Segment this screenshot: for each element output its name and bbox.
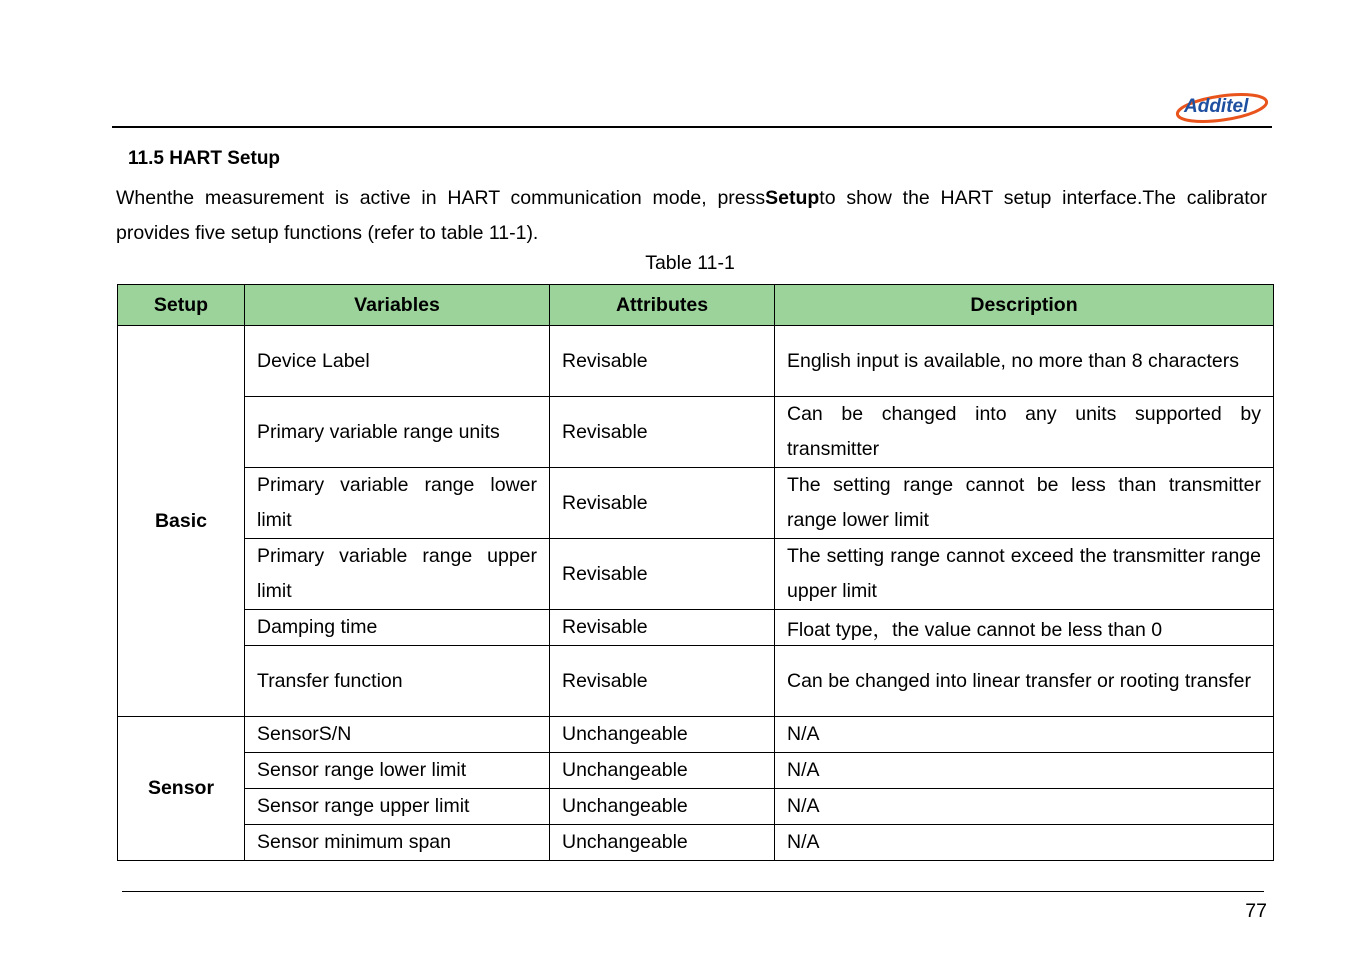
variable-cell: Sensor range lower limit	[245, 753, 550, 789]
description-cell: Can be changed into linear transfer or rooting transfer	[775, 646, 1274, 717]
header-description: Description	[775, 285, 1274, 326]
table-row	[118, 468, 1274, 539]
description-cell: The setting range cannot be less than transmitter range lower limit	[775, 468, 1274, 539]
attribute-cell: Revisable	[550, 646, 775, 717]
header-attributes: Attributes	[550, 285, 775, 326]
attribute-cell: Unchangeable	[550, 753, 775, 789]
description-cell: Can be changed into any units supported by transmitter	[775, 397, 1274, 468]
svg-text:Additel: Additel	[1184, 96, 1249, 117]
table-row	[118, 717, 1274, 753]
header-setup: Setup	[118, 285, 245, 326]
variable-cell: Device Label	[245, 326, 550, 397]
variable-cell: Sensor range upper limit	[245, 789, 550, 825]
description-cell: English input is available, no more than 8 characters	[775, 326, 1274, 397]
attribute-cell: Revisable	[550, 397, 775, 468]
header-rule	[112, 126, 1272, 128]
para-text-1: Whenthe measurement is active in HART communication mode, press	[116, 187, 766, 209]
section-title: 11.5 HART Setup	[128, 148, 281, 169]
variable-cell: Primary variable range upper limit	[245, 539, 550, 610]
description-cell: The setting range cannot exceed the transmitter range upper limit	[775, 539, 1274, 610]
description-cell: N/A	[775, 753, 1274, 789]
variable-cell: Primary variable range units	[245, 397, 550, 468]
table-row	[118, 539, 1274, 610]
table-row	[118, 825, 1274, 861]
table-row	[118, 646, 1274, 717]
table-row	[118, 789, 1274, 825]
intro-paragraph	[116, 181, 1267, 251]
hart-setup-table	[117, 284, 1274, 861]
variable-cell: Damping time	[245, 610, 550, 646]
footer-rule	[122, 891, 1264, 892]
table-row	[118, 610, 1274, 646]
para-text-2: to show the HART setup interface.The calibrator provides five setup functions (refer to table 11-1).	[116, 187, 1267, 244]
variable-cell: Sensor minimum span	[245, 825, 550, 861]
description-cell: N/A	[775, 789, 1274, 825]
setup-sensor: Sensor	[118, 717, 245, 861]
header-variables: Variables	[245, 285, 550, 326]
attribute-cell: Unchangeable	[550, 717, 775, 753]
table-caption: Table 11-1	[645, 252, 735, 274]
table-row	[118, 397, 1274, 468]
description-cell: Float type，the value cannot be less than 0	[775, 610, 1274, 646]
table-header-row	[118, 285, 1274, 326]
attribute-cell: Revisable	[550, 468, 775, 539]
additel-logo	[1172, 88, 1270, 126]
table-row	[118, 753, 1274, 789]
attribute-cell: Revisable	[550, 539, 775, 610]
description-cell: N/A	[775, 825, 1274, 861]
table-row	[118, 326, 1274, 397]
attribute-cell: Unchangeable	[550, 825, 775, 861]
attribute-cell: Revisable	[550, 610, 775, 646]
attribute-cell: Unchangeable	[550, 789, 775, 825]
setup-basic: Basic	[118, 326, 245, 717]
variable-cell: Transfer function	[245, 646, 550, 717]
attribute-cell: Revisable	[550, 326, 775, 397]
page-number: 77	[1245, 900, 1267, 922]
description-cell: N/A	[775, 717, 1274, 753]
variable-cell: SensorS/N	[245, 717, 550, 753]
variable-cell: Primary variable range lower limit	[245, 468, 550, 539]
para-setup-key: Setup	[765, 187, 820, 209]
